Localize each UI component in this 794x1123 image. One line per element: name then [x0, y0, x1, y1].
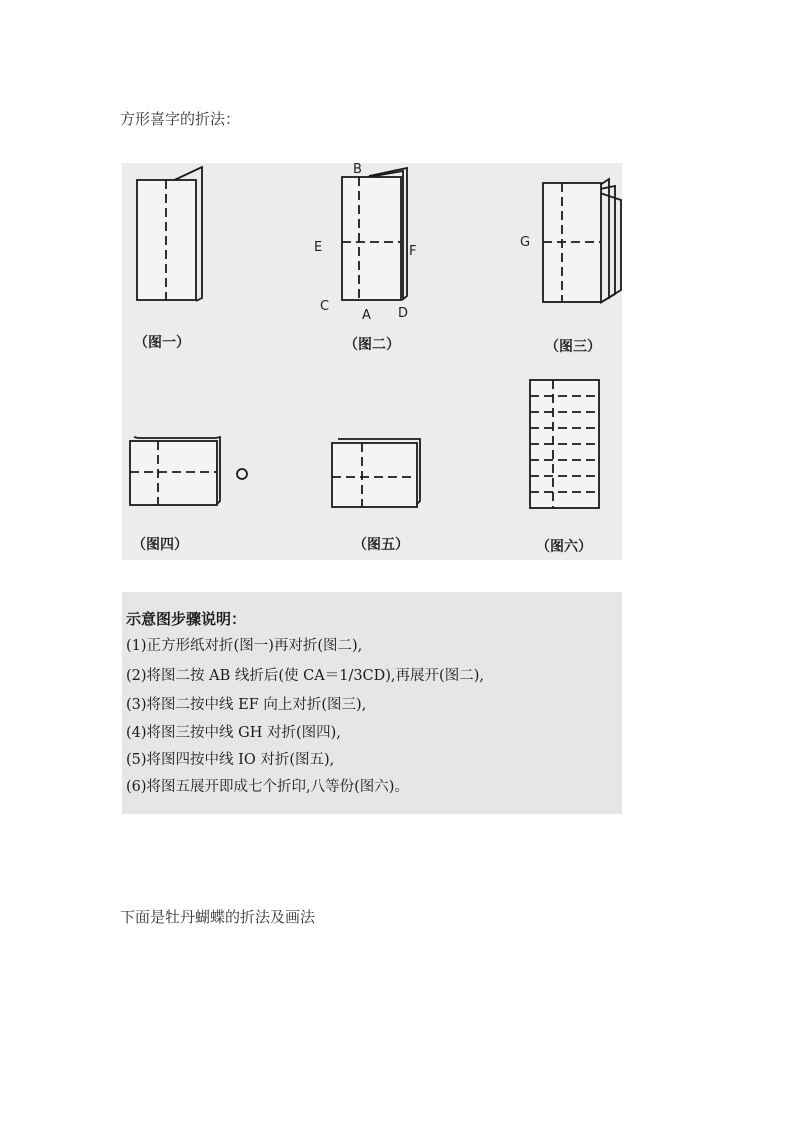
- caption-figure-4: （图四）: [132, 537, 188, 553]
- figure-1-drawing: [137, 167, 202, 301]
- step-5: (5)将图四按中线 IO 对折(图五),: [126, 752, 335, 768]
- caption-figure-3: （图三）: [545, 339, 601, 355]
- figure-3-drawing: [543, 179, 621, 303]
- label-b: B: [353, 163, 362, 177]
- step-4: (4)将图三按中线 GH 对折(图四),: [126, 725, 341, 741]
- heading-peony-butterfly: 下面是牡丹蝴蝶的折法及画法: [120, 908, 316, 926]
- figure-6-drawing: [530, 380, 599, 508]
- label-e: E: [314, 240, 323, 255]
- label-a: A: [362, 308, 371, 323]
- caption-figure-1: （图一）: [134, 335, 190, 351]
- steps-explanation-panel: [122, 592, 622, 814]
- label-o: O: [236, 468, 247, 483]
- caption-figure-5: （图五）: [353, 537, 409, 553]
- figure-5-drawing: [332, 439, 420, 507]
- caption-figure-2: （图二）: [344, 337, 400, 353]
- heading-square-xi-folding: 方形喜字的折法：: [120, 110, 241, 128]
- step-6: (6)将图五展开即成七个折印,八等份(图六)。: [126, 779, 409, 795]
- step-3: (3)将图二按中线 EF 向上对折(图三),: [126, 697, 367, 713]
- folding-diagram: [122, 163, 622, 560]
- step-2: (2)将图二按 AB 线折后(使 CA＝1/3CD),再展开(图二),: [126, 668, 484, 684]
- steps-title: 示意图步骤说明：: [126, 610, 247, 628]
- label-g: G: [520, 235, 531, 250]
- label-d: D: [398, 306, 409, 321]
- folding-diagram-panel: [122, 163, 622, 560]
- step-1: (1)正方形纸对折(图一)再对折(图二),: [126, 638, 363, 654]
- figure-4-drawing: [130, 437, 220, 505]
- label-f: F: [409, 244, 417, 259]
- label-c: C: [320, 299, 330, 314]
- caption-figure-6: （图六）: [536, 539, 592, 555]
- figure-2-drawing: [342, 168, 407, 300]
